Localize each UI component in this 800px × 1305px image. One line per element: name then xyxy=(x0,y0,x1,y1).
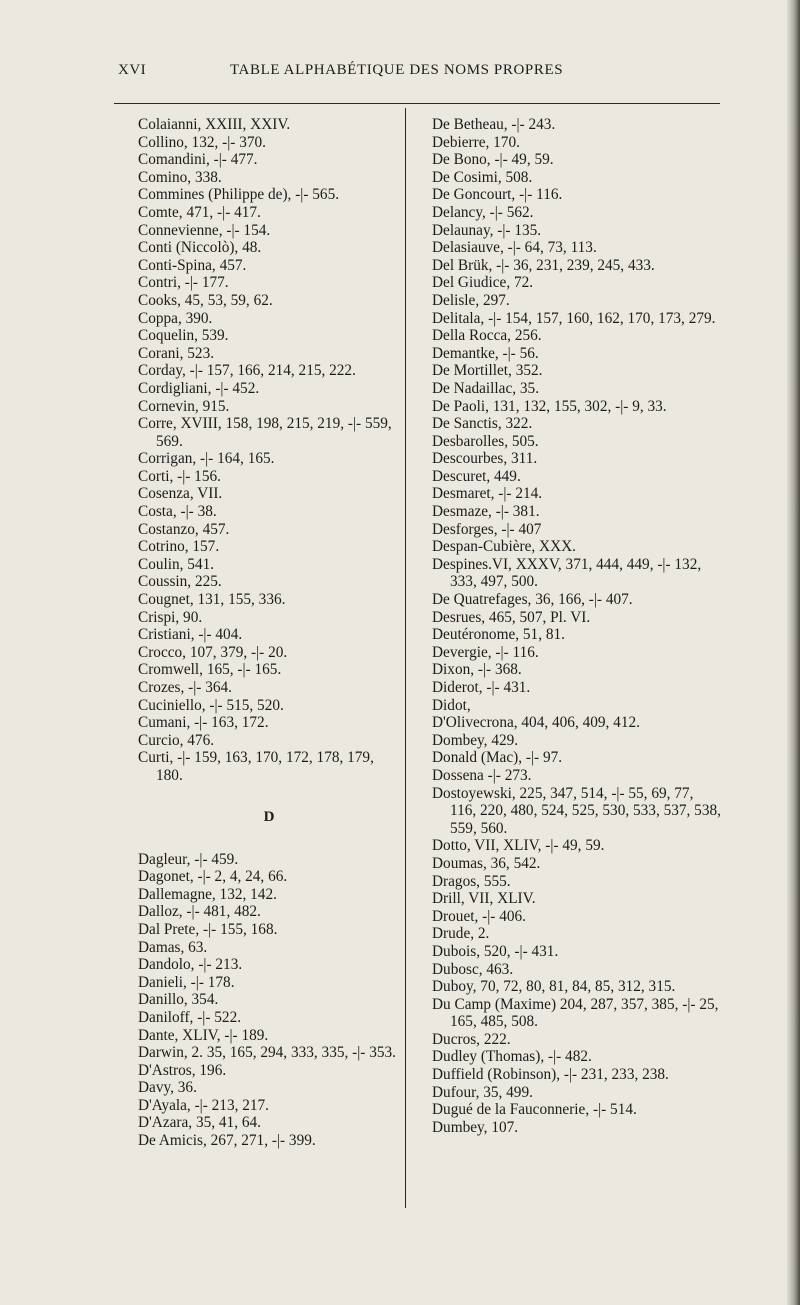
index-entry: De Goncourt, -|- 116. xyxy=(432,186,563,204)
page-number: XVI xyxy=(118,62,147,78)
index-entry: Dal Prete, -|- 155, 168. xyxy=(138,920,278,938)
index-entry: Despines.VI, XXXV, 371, 444, 449, -|- 132, 333, 497, 500. xyxy=(432,555,702,591)
index-entry: Comino, 338. xyxy=(138,168,222,186)
index-entry: Cristiani, -|- 404. xyxy=(138,626,243,644)
index-entry: Corre, XVIII, 158, 198, 215, 219, -|- 559, 569. xyxy=(138,415,392,450)
index-entry: Dudley (Thomas), -|- 482. xyxy=(432,1048,592,1066)
index-entry: Costanzo, 457. xyxy=(138,520,230,538)
index-entry: Du Camp (Maxime) 204, 287, 357, 385, -|- 25, 165, 485, 508. xyxy=(432,995,719,1031)
index-list-d-right xyxy=(432,116,722,1136)
index-entry: Drill, VII, XLIV. xyxy=(432,890,536,908)
index-entry: Dalloz, -|- 481, 482. xyxy=(138,903,261,921)
index-entry: Delancy, -|- 562. xyxy=(432,203,534,221)
index-entry: Delaunay, -|- 135. xyxy=(432,221,542,239)
index-entry: Cotrino, 157. xyxy=(138,538,220,556)
index-entry: Desforges, -|- 407 xyxy=(432,520,542,538)
index-entry: Doumas, 36, 542. xyxy=(432,854,541,872)
index-entry: De Cosimi, 508. xyxy=(432,168,533,186)
index-entry: Dombey, 429. xyxy=(432,731,519,749)
index-entry: Deutéronome, 51, 81. xyxy=(432,626,565,644)
index-entry: Debierre, 170. xyxy=(432,133,520,151)
index-entry: De Sanctis, 322. xyxy=(432,415,533,433)
header-rule xyxy=(114,103,720,104)
index-entry: Dagleur, -|- 459. xyxy=(138,850,239,868)
section-letter: D xyxy=(263,808,275,825)
index-entry: Colaianni, XXIII, XXIV. xyxy=(138,116,291,133)
index-entry: Corti, -|- 156. xyxy=(138,467,221,485)
index-entry: Diderot, -|- 431. xyxy=(432,679,531,696)
index-entry: Conti (Niccolò), 48. xyxy=(138,239,262,257)
index-entry: Cornevin, 915. xyxy=(138,397,230,415)
index-entry: Donald (Mac), -|- 97. xyxy=(432,749,563,767)
index-entry: Della Rocca, 256. xyxy=(432,327,542,345)
index-entry: Descuret, 449. xyxy=(432,467,521,485)
index-entry: Darwin, 2. 35, 165, 294, 333, 335, -|- 353. xyxy=(138,1044,396,1062)
index-entry: Dubois, 520, -|- 431. xyxy=(432,942,559,960)
index-entry: Costa, -|- 38. xyxy=(138,503,217,521)
index-entry: Delasiauve, -|- 64, 73, 113. xyxy=(432,239,597,257)
index-entry: Coquelin, 539. xyxy=(138,327,229,345)
index-entry: D'Azara, 35, 41, 64. xyxy=(138,1114,261,1132)
index-entry: Danieli, -|- 178. xyxy=(138,973,235,991)
index-entry: De Amicis, 267, 271, -|- 399. xyxy=(138,1132,316,1150)
index-entry: Cordigliani, -|- 452. xyxy=(138,379,260,397)
index-entry: Cumani, -|- 163, 172. xyxy=(138,714,269,732)
index-entry: Dotto, VII, XLIV, -|- 49, 59. xyxy=(432,837,605,855)
index-entry: Dumbey, 107. xyxy=(432,1118,519,1136)
index-entry: Del Brük, -|- 36, 231, 239, 245, 433. xyxy=(432,256,655,274)
index-entry: Drouet, -|- 406. xyxy=(432,907,526,925)
index-entry: D'Astros, 196. xyxy=(138,1061,227,1079)
index-entry: Dugué de la Fauconnerie, -|- 514. xyxy=(432,1101,637,1119)
index-entry: Crispi, 90. xyxy=(138,608,203,626)
index-entry: Drude, 2. xyxy=(432,925,490,943)
index-entry: Desrues, 465, 507, Pl. VI. xyxy=(432,608,591,626)
index-entry: Dandolo, -|- 213. xyxy=(138,956,243,974)
index-entry: Dagonet, -|- 2, 4, 24, 66. xyxy=(138,868,288,886)
index-entry: Despan-Cubière, XXX. xyxy=(432,538,577,556)
index-entry: Commines (Philippe de), -|- 565. xyxy=(138,186,340,204)
index-entry: Daniloff, -|- 522. xyxy=(138,1008,242,1026)
index-entry: Danillo, 354. xyxy=(138,991,219,1009)
index-entry: Didot, xyxy=(432,696,471,714)
index-entry: D'Olivecrona, 404, 406, 409, 412. xyxy=(432,714,640,732)
index-entry: Cosenza, VII. xyxy=(138,485,223,503)
right-column xyxy=(432,116,722,1136)
index-entry: De Nadaillac, 35. xyxy=(432,379,540,397)
index-entry: Coppa, 390. xyxy=(138,309,213,327)
index-entry: Dante, XLIV, -|- 189. xyxy=(138,1026,269,1044)
index-entry: Cuciniello, -|- 515, 520. xyxy=(138,696,284,714)
index-entry: Delitala, -|- 154, 157, 160, 162, 170, 173, 279. xyxy=(432,309,716,327)
index-entry: Corani, 523. xyxy=(138,344,215,362)
index-entry: Del Giudice, 72. xyxy=(432,274,534,292)
index-entry: Collino, 132, -|- 370. xyxy=(138,133,266,151)
index-entry: De Bono, -|- 49, 59. xyxy=(432,151,554,169)
index-entry: Corrigan, -|- 164, 165. xyxy=(138,450,275,468)
index-entry: Curcio, 476. xyxy=(138,731,215,749)
index-entry: Devergie, -|- 116. xyxy=(432,643,539,661)
index-entry: Descourbes, 311. xyxy=(432,450,538,468)
index-entry: Desmaret, -|- 214. xyxy=(432,485,543,503)
index-entry: De Betheau, -|- 243. xyxy=(432,116,556,133)
index-entry: Dixon, -|- 368. xyxy=(432,661,522,679)
index-entry: Dallemagne, 132, 142. xyxy=(138,885,277,903)
index-entry: Curti, -|- 159, 163, 170, 172, 178, 179, 180. xyxy=(138,749,374,784)
index-entry: Cougnet, 131, 155, 336. xyxy=(138,591,286,609)
index-entry: Comandini, -|- 477. xyxy=(138,151,258,169)
index-entry: De Quatrefages, 36, 166, -|- 407. xyxy=(432,591,633,609)
index-entry: D'Ayala, -|- 213, 217. xyxy=(138,1096,270,1114)
left-column xyxy=(138,116,400,1150)
index-entry: Davy, 36. xyxy=(138,1079,197,1097)
index-entry: Ducros, 222. xyxy=(432,1030,511,1048)
index-entry: Dragos, 555. xyxy=(432,872,511,890)
index-entry: Cromwell, 165, -|- 165. xyxy=(138,661,282,679)
index-list-c xyxy=(138,116,400,785)
index-entry: Comte, 471, -|- 417. xyxy=(138,203,261,221)
index-entry: Corday, -|- 157, 166, 214, 215, 222. xyxy=(138,362,356,380)
index-entry: Connevienne, -|- 154. xyxy=(138,221,271,239)
running-title: TABLE ALPHABÉTIQUE DES NOMS PROPRES xyxy=(230,62,564,78)
index-entry: De Mortillet, 352. xyxy=(432,362,543,380)
index-entry: Desbarolles, 505. xyxy=(432,432,539,450)
index-entry: Coulin, 541. xyxy=(138,555,215,573)
index-entry: Conti-Spina, 457. xyxy=(138,256,247,274)
index-entry: Crozes, -|- 364. xyxy=(138,679,232,696)
page-edge-shadow xyxy=(786,0,800,1305)
index-entry: Cooks, 45, 53, 59, 62. xyxy=(138,291,273,309)
index-entry: De Paoli, 131, 132, 155, 302, -|- 9, 33. xyxy=(432,397,667,415)
index-entry: Coussin, 225. xyxy=(138,573,222,591)
index-entry: Dufour, 35, 499. xyxy=(432,1083,533,1101)
index-entry: Dostoyewski, 225, 347, 514, -|- 55, 69, 77, 116, 220, 480, 524, 525, 530, 533, 537, 538, 559, 560. xyxy=(432,784,721,837)
index-entry: Duboy, 70, 72, 80, 81, 84, 85, 312, 315. xyxy=(432,978,676,996)
index-entry: Demantke, -|- 56. xyxy=(432,344,539,362)
index-entry: Contri, -|- 177. xyxy=(138,274,229,292)
index-entry: Desmaze, -|- 381. xyxy=(432,503,540,521)
column-divider xyxy=(405,108,406,1208)
index-entry: Dossena -|- 273. xyxy=(432,766,532,784)
index-entry: Damas, 63. xyxy=(138,938,208,956)
index-entry: Delisle, 297. xyxy=(432,291,510,309)
index-entry: Crocco, 107, 379, -|- 20. xyxy=(138,643,288,661)
index-entry: Duffield (Robinson), -|- 231, 233, 238. xyxy=(432,1066,669,1084)
index-entry: Dubosc, 463. xyxy=(432,960,514,978)
index-list-d-left xyxy=(138,851,400,1150)
